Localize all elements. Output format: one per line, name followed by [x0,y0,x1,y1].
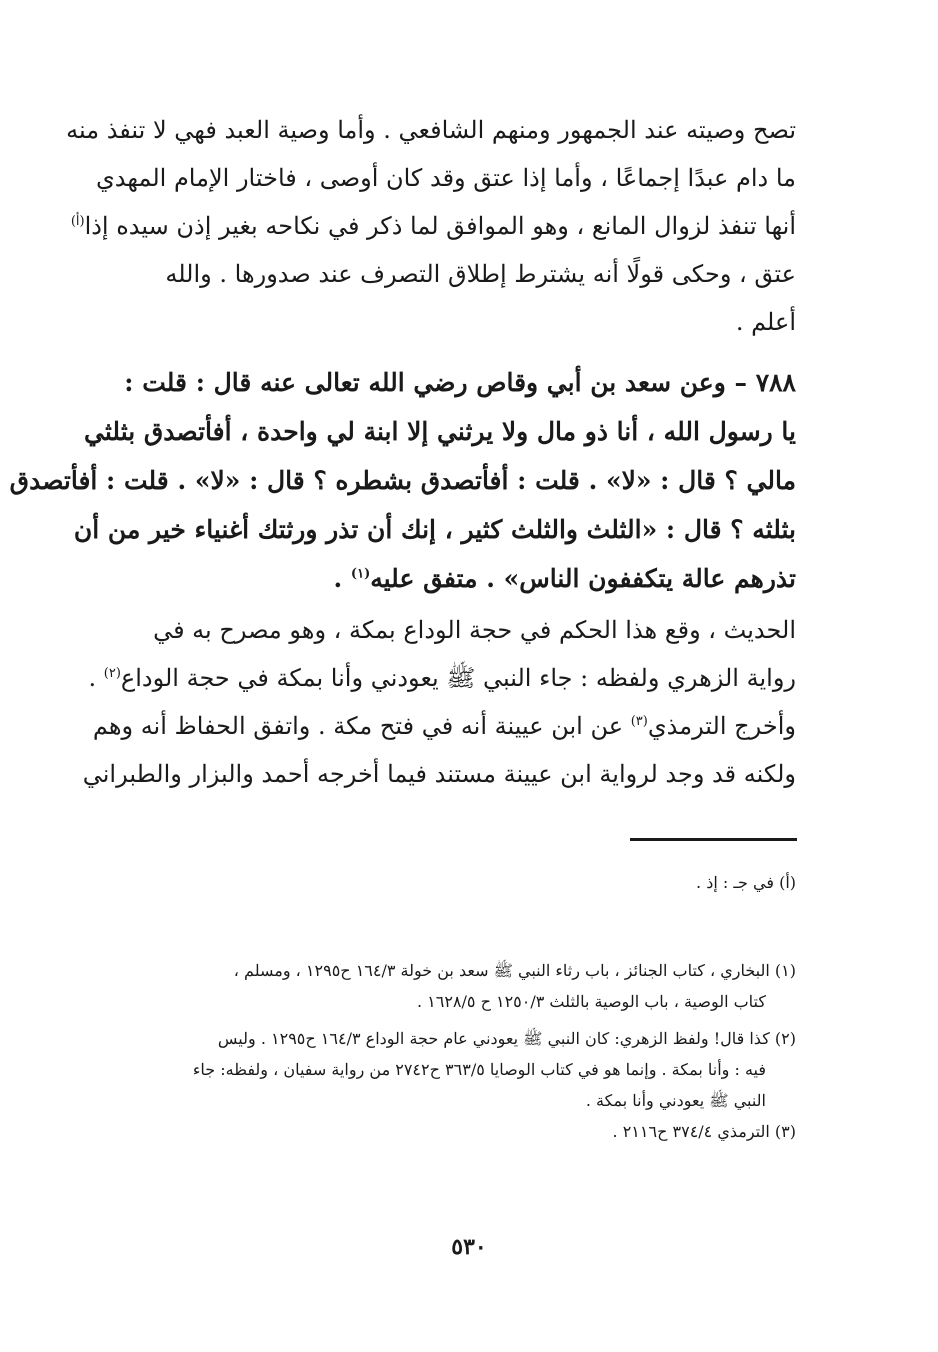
footnote-separator [630,838,797,841]
text-line: يا رسول الله ، أنا ذو مال ولا يرثني إلا ابنة لي واحدة ، أفأتصدق بثلثي [84,417,796,446]
text-line: أعلم . [735,308,796,336]
footnote-2-line: فيه : وأنا بمكة . وإنما هو في كتاب الوصايا ٣٦٣/٥ ح٢٧٤٢ من رواية سفيان ، ولفظه: جاء [192,1060,766,1079]
footnote-1-line: (١) البخاري ، كتاب الجنائز ، باب رثاء النبي ﷺ سعد بن خولة ١٦٤/٣ ح١٢٩٥ ، ومسلم ، [233,961,796,980]
text-segment: رواية الزهري ولفظه : جاء النبي ﷺ يعودني وأنا بمكة في حجة الوداع [120,664,796,692]
text-segment: أنها تنفذ لزوال المانع ، وهو الموافق لما ذكر في نكاحه بغير إذن سيده إذا [84,212,796,240]
footnotes [141,955,796,1147]
footnote-2-line: النبي ﷺ يعودني وأنا بمكة . [585,1091,766,1110]
footnote-marker-3[interactable]: (٣) [630,714,648,729]
text-line: ٧٨٨ – وعن سعد بن أبي وقاص رضي الله تعالى عنه قال : قلت : [124,368,796,397]
hadith-788 [9,358,796,603]
text-line: مالي ؟ قال : «لا» . قلت : أفأتصدق بشطره ؟ قال : «لا» . قلت : أفأتصدق [9,466,796,495]
text-line: بثلثه ؟ قال : «الثلث والثلث كثير ، إنك أن تذر ورثتك أغنياء خير من أن [73,515,796,544]
text-line [70,202,796,250]
variant-note: (أ) في جـ : إذ . [696,873,796,892]
text-line [141,554,796,603]
footnote-2-line: (٢) كذا قال! ولفظ الزهري: كان النبي ﷺ يعودني عام حجة الوداع ١٦٤/٣ ح١٢٩٥ . وليس [217,1029,796,1048]
text-segment: تذرهم عالة يتكففون الناس» . متفق عليه [370,564,796,593]
text-line: ولكنه قد وجد لرواية ابن عيينة مستند فيما أخرجه أحمد والبزار والطبراني [82,760,796,788]
paragraph-commentary-1 [66,106,796,346]
text-line: تصح وصيته عند الجمهور ومنهم الشافعي . وأما وصية العبد فهي لا تنفذ منه [66,116,796,144]
paragraph-commentary-2 [82,606,796,798]
sentence-end: . [88,664,97,692]
footnote-3-line: (٣) الترمذي ٣٧٤/٤ ح٢١١٦ . [612,1122,796,1141]
text-line [88,654,796,702]
footnote-1-line: كتاب الوصية ، باب الوصية بالثلث ١٢٥٠/٣ ح ١٦٢٨/٥ . [416,992,766,1011]
text-line: الحديث ، وقع هذا الحكم في حجة الوداع بمكة ، وهو مصرح به في [153,616,796,644]
text-segment: عن ابن عيينة أنه في فتح مكة . واتفق الحفاظ أنه وهم [92,712,624,740]
text-line: عتق ، وحكى قولًا أنه يشترط إطلاق التصرف عند صدورها . والله [165,260,796,288]
sentence-end: . [333,564,343,593]
footnote-marker-a[interactable]: (أ) [70,214,85,229]
text-line: ما دام عبدًا إجماعًا ، وأما إذا عتق وقد كان أوصى ، فاختار الإمام المهدي [96,164,796,192]
footnote-marker-2[interactable]: (٢) [103,666,121,681]
footnote-marker-1[interactable]: (١) [350,566,371,582]
text-segment: وأخرج الترمذي [647,712,796,740]
page-number: ٥٣٠ [451,1234,487,1260]
text-line [92,702,796,750]
